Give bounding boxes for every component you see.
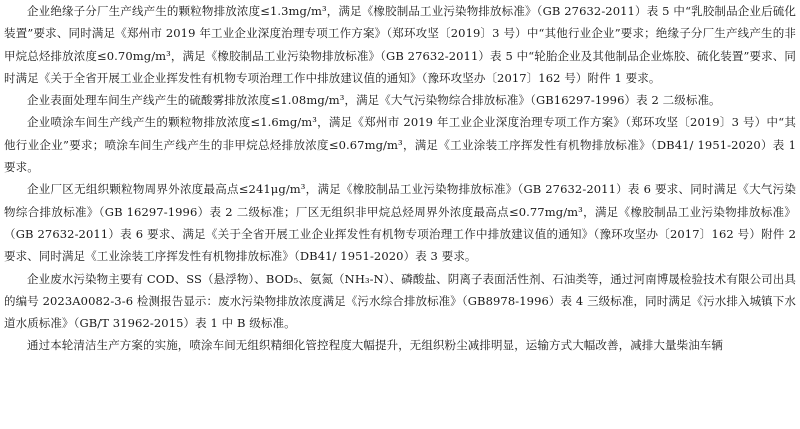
paragraph-insulator-emissions: 企业绝缘子分厂生产线产生的颗粒物排放浓度≤1.3mg/m³，满足《橡胶制品工业污染物排放标准》（GB 27632-2011）表 5 中“乳胶制品企业后硫化装置”要求、同时满足《郑州市 2019 年工业企业深度治理专项工作方案》（郑环攻坚〔2019〕3 号）中“其他行业企业”要求；绝缘子分厂生产线产生的非甲烷总烃排放浓度≤0.70mg/m³，满足《橡胶制品工业污染物排放标准》（GB 27632-2011）表 5 中“轮胎企业及其他制品企业炼胶、硫化装置”要求、同时满足《关于全省开展工业企业挥发性有机物专项治理工作中排放建议值的通知》（豫环攻坚办〔2017〕162 号）附件 1 要求。 [4,4,796,85]
document-body [4,0,796,357]
paragraph-surface-treatment: 企业表面处理车间生产线产生的硫酸雾排放浓度≤1.08mg/m³，满足《大气污染物综合排放标准》（GB16297-1996）表 2 二级标准。 [27,93,721,108]
paragraph-wastewater: 企业废水污染物主要有 COD、SS（悬浮物）、BOD₅、氨氮（NH₃-N）、磷酸盐、阴离子表面活性剂、石油类等，通过河南博晟检验技术有限公司出具的编号 2023A0082-3-6 检测报告显示：废水污染物排放浓度满足《污水综合排放标准》（GB8978-1996）表 4 三级标准，同时满足《污水排入城镇下水道水质标准》（GB/T 31962-2015）表 1 中 B 级标准。 [4,271,796,331]
paragraph-spraying-workshop: 企业喷涂车间生产线产生的颗粒物排放浓度≤1.6mg/m³，满足《郑州市 2019 年工业企业深度治理专项工作方案》（郑环攻坚〔2019〕3 号）中“其他行业企业”要求；喷涂车间生产线产生的非甲烷总烃排放浓度≤0.67mg/m³，满足《工业涂装工序挥发性有机物排放标准》（DB41/ 1951-2020）表 1 要求。 [4,115,796,175]
paragraph-fugitive-emissions: 企业厂区无组织颗粒物周界外浓度最高点≤241μg/m³，满足《橡胶制品工业污染物排放标准》（GB 27632-2011）表 6 要求、同时满足《大气污染物综合排放标准》（GB 16297-1996）表 2 二级标准；厂区无组织非甲烷总烃周界外浓度最高点≤0.77mg/m³，满足《橡胶制品工业污染物排放标准》（GB 27632-2011）表 6 要求、满足《关于全省开展工业企业挥发性有机物专项治理工作中排放建议值的通知》（豫环攻坚办〔2017〕162 号）附件 2 要求、同时满足《工业涂装工序挥发性有机物排放标准》（DB41/ 1951-2020）表 3 要求。 [4,182,796,264]
paragraph-cleaner-production: 通过本轮清洁生产方案的实施，喷涂车间无组织精细化管控程度大幅提升，无组织粉尘减排明显，运输方式大幅改善，减排大量柴油车辆 [27,338,723,353]
